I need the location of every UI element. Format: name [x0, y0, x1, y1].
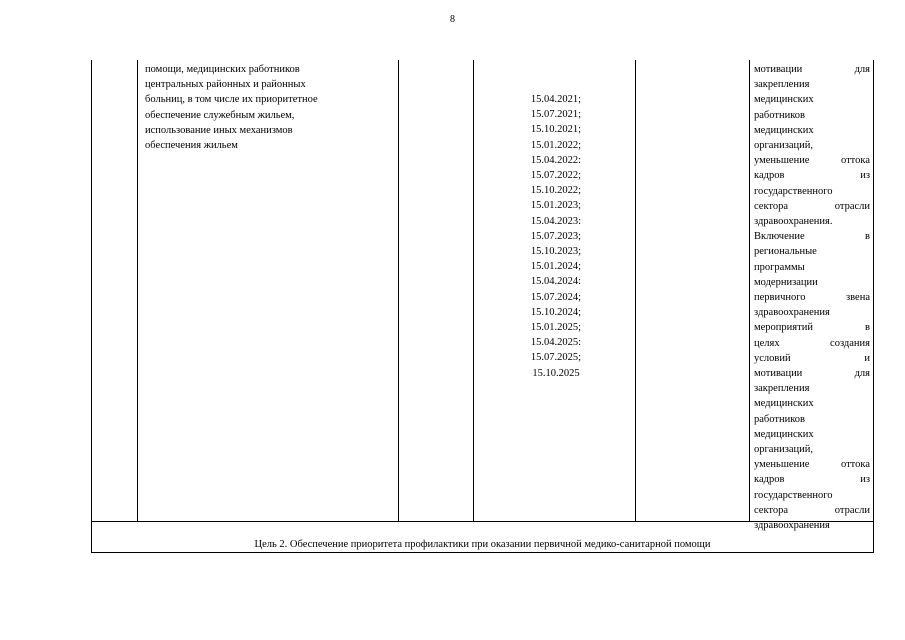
- deadline-date: 15.01.2022;: [530, 139, 582, 151]
- measure-text-line: центральных районных и районных: [145, 79, 306, 91]
- result-text-line: медицинских: [754, 398, 814, 410]
- result-text-line: региональные: [754, 246, 817, 258]
- result-text-line: первичного звена: [754, 292, 870, 304]
- deadline-date: 15.10.2024;: [530, 306, 582, 318]
- result-text-line: здравоохранения.: [754, 216, 833, 228]
- result-text-line: государственного: [754, 185, 833, 197]
- deadline-date: 15.04.2025:: [530, 337, 582, 349]
- result-text-line: медицинских: [754, 124, 814, 136]
- page-number: 8: [450, 14, 455, 25]
- deadline-date: 15.10.2021;: [530, 124, 582, 136]
- measure-text-line: использование иных механизмов: [145, 124, 293, 136]
- column-divider-2: [398, 60, 399, 521]
- result-text-line: сектора отрасли: [754, 504, 870, 516]
- result-text-line: Включение в: [754, 231, 870, 243]
- deadline-date: 15.10.2022;: [530, 185, 582, 197]
- deadline-date: 15.07.2023;: [530, 230, 582, 242]
- deadline-date: 15.01.2023;: [530, 200, 582, 212]
- measure-text-line: обеспечения жильем: [145, 140, 238, 152]
- deadline-date: 15.04.2024:: [530, 276, 582, 288]
- deadline-date: 15.01.2024;: [530, 261, 582, 273]
- measure-text-line: больниц, в том числе их приоритетное: [145, 94, 318, 106]
- deadline-date: 15.07.2025;: [530, 352, 582, 364]
- result-text-line: уменьшение оттока: [754, 459, 870, 471]
- result-text-line: организаций,: [754, 444, 813, 456]
- deadline-date: 15.07.2022;: [530, 170, 582, 182]
- result-text-line: кадров из: [754, 170, 870, 182]
- result-text-line: здравоохранения: [754, 520, 830, 532]
- measure-text-line: обеспечение служебным жильем,: [145, 109, 295, 121]
- result-text-line: медицинских: [754, 428, 814, 440]
- column-divider-5: [749, 60, 750, 521]
- result-text-line: сектора отрасли: [754, 200, 870, 212]
- deadline-date: 15.04.2022:: [530, 154, 582, 166]
- result-text-line: организаций,: [754, 140, 813, 152]
- deadline-dates-cell: [512, 92, 600, 381]
- result-text-line: программы: [754, 261, 805, 273]
- deadline-date: 15.10.2025: [532, 367, 580, 379]
- column-divider-3: [473, 60, 474, 521]
- result-text-line: закрепления: [754, 79, 810, 91]
- expected-result-cell: [754, 62, 870, 533]
- result-text-line: мотивации для: [754, 368, 870, 380]
- measures-table: [91, 60, 874, 553]
- result-text-line: здравоохранения: [754, 307, 830, 319]
- measure-text-line: помощи, медицинских работников: [145, 64, 300, 75]
- result-text-line: мероприятий в: [754, 322, 870, 334]
- measure-description-cell: [145, 62, 395, 153]
- result-text-line: целях создания: [754, 337, 870, 349]
- result-text-line: закрепления: [754, 383, 810, 395]
- result-text-line: уменьшение оттока: [754, 155, 870, 167]
- result-text-line: государственного: [754, 489, 833, 501]
- deadline-date: 15.07.2024;: [530, 291, 582, 303]
- result-text-line: условий и: [754, 352, 870, 364]
- result-text-line: работников: [754, 109, 805, 121]
- result-text-line: кадров из: [754, 474, 870, 486]
- column-divider-1: [137, 60, 138, 521]
- column-divider-4: [635, 60, 636, 521]
- deadline-date: 15.01.2025;: [530, 322, 582, 334]
- deadline-date: 15.04.2023:: [530, 215, 582, 227]
- deadline-date: 15.10.2023;: [530, 246, 582, 258]
- deadline-date: 15.07.2021;: [530, 109, 582, 121]
- result-text-line: модернизации: [754, 276, 818, 288]
- goal-2-heading: Цель 2. Обеспечение приоритета профилактики при оказании первичной медико-санитарной помощи: [254, 539, 711, 550]
- result-text-line: медицинских: [754, 94, 814, 106]
- deadline-date: 15.04.2021;: [530, 94, 582, 105]
- result-text-line: работников: [754, 413, 805, 425]
- result-text-line: мотивации для: [754, 64, 870, 75]
